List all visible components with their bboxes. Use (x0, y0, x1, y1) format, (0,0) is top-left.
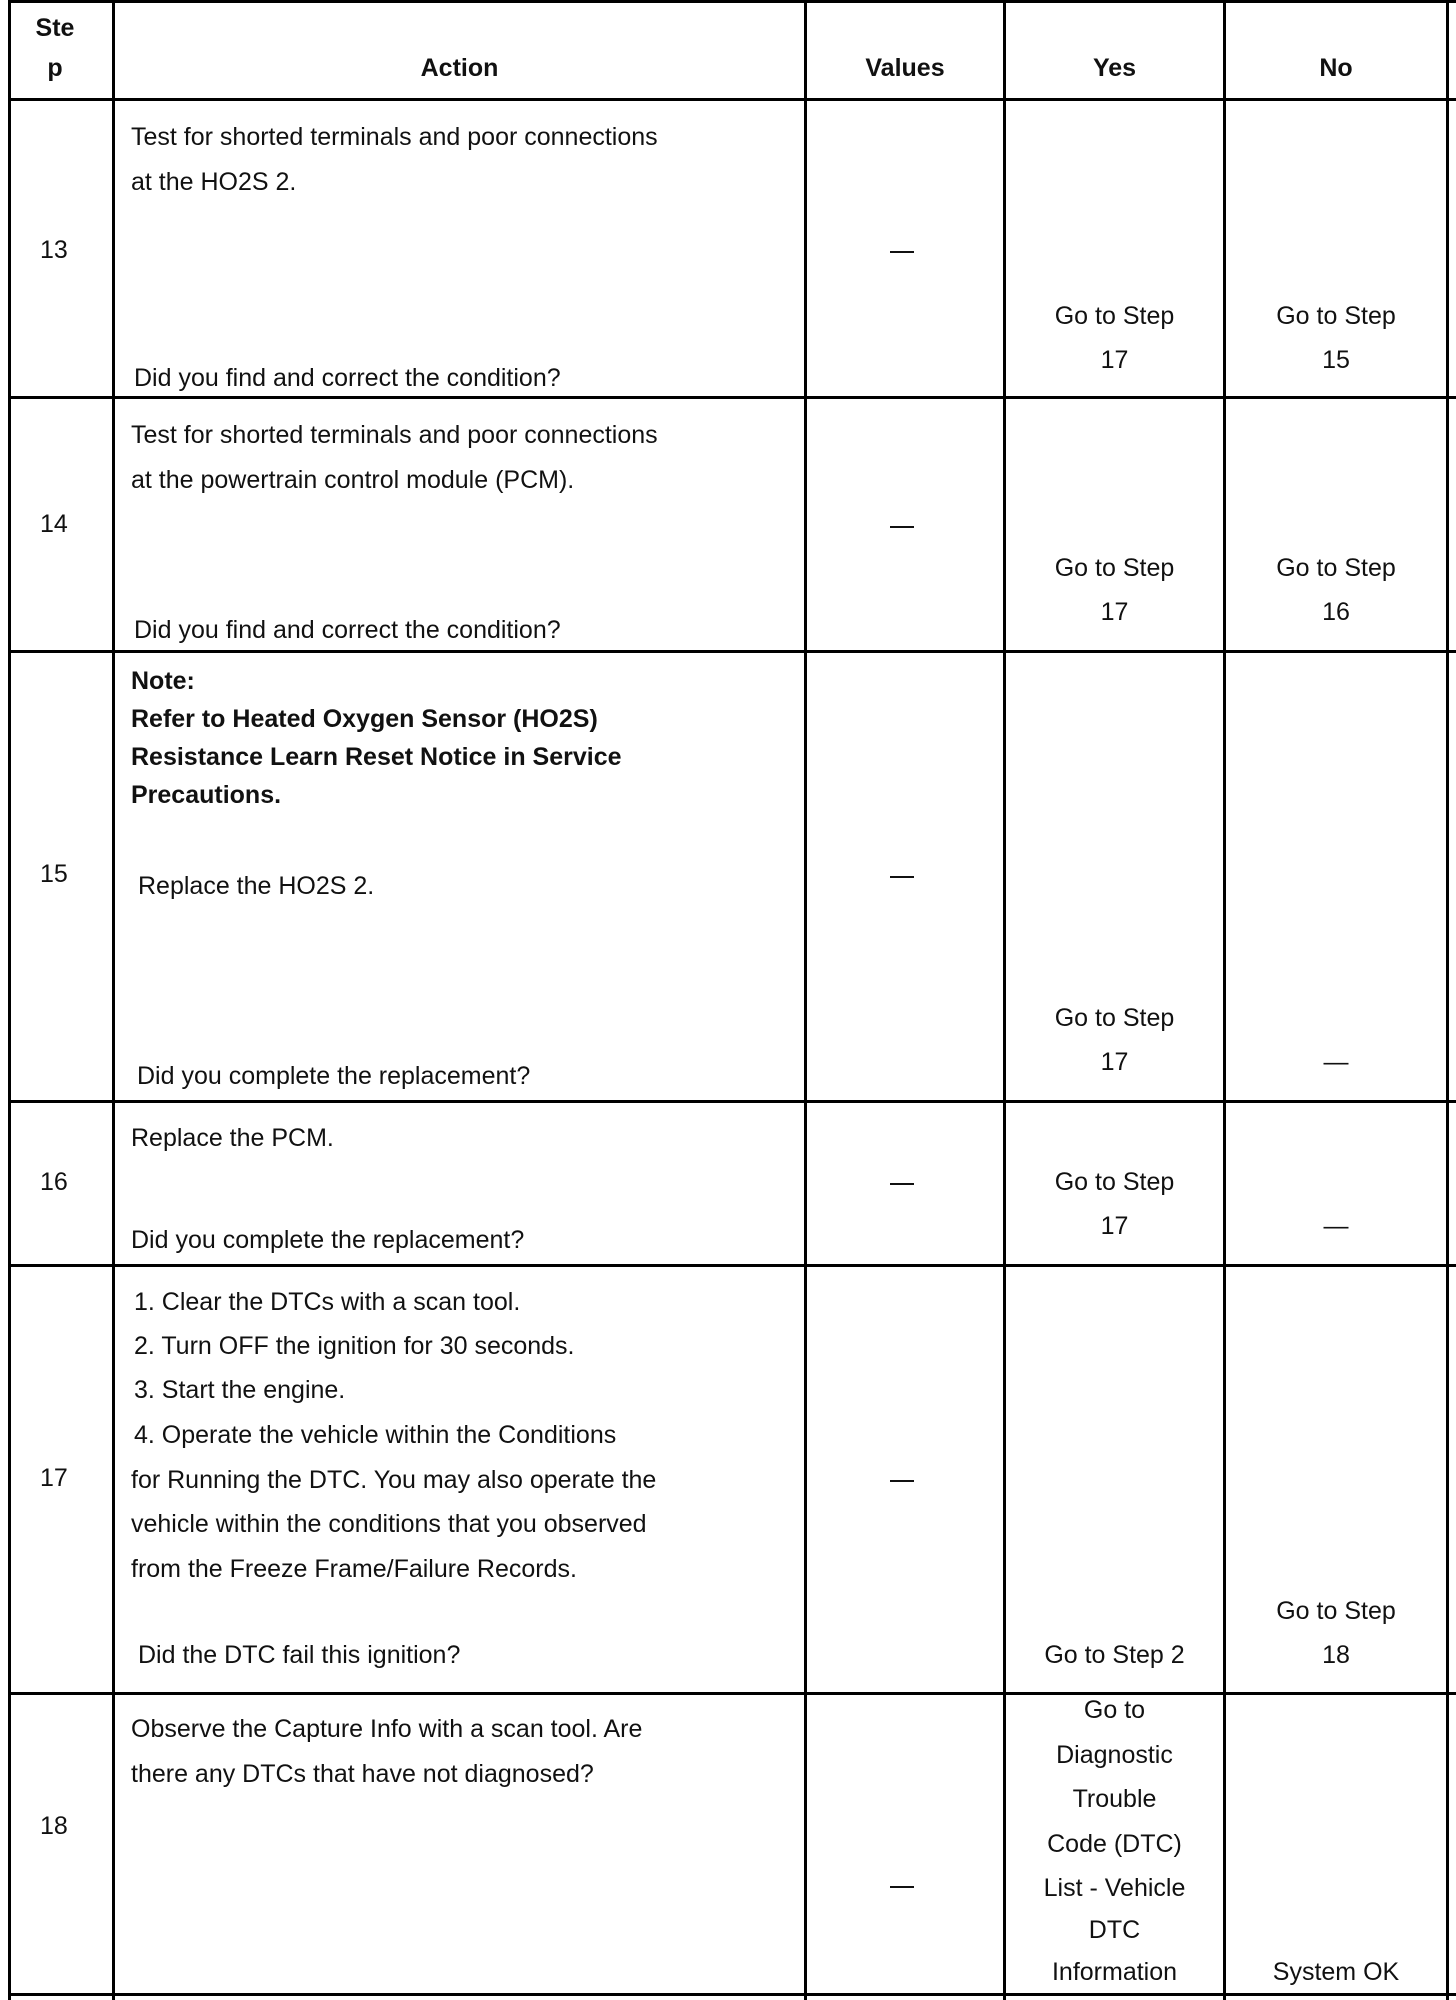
action-question: Did you complete the replacement? (137, 1062, 531, 1090)
note-text-line: Precautions. (131, 781, 282, 809)
action-text-line: Test for shorted terminals and poor connections (131, 123, 658, 151)
column-divider (112, 0, 115, 2000)
values-dash (890, 1886, 914, 1888)
action-list-item: 2. Turn OFF the ignition for 30 seconds. (134, 1332, 575, 1360)
yes-outcome-line: Trouble (1072, 1785, 1157, 1813)
no-outcome-line: 18 (1322, 1641, 1350, 1669)
action-text-line: Replace the PCM. (131, 1124, 334, 1152)
table-border-top (8, 0, 1456, 3)
action-text-line: Observe the Capture Info with a scan tool. Are (131, 1715, 643, 1743)
no-outcome: — (1323, 1212, 1349, 1240)
step-number: 17 (40, 1464, 68, 1492)
values-dash (890, 251, 914, 253)
header-no: No (1319, 54, 1353, 82)
values-dash (890, 876, 914, 878)
no-outcome-line: 15 (1322, 346, 1350, 374)
note-text-line: Resistance Learn Reset Notice in Service (131, 743, 622, 771)
header-divider (8, 98, 1456, 101)
yes-outcome-line: List - Vehicle (1043, 1874, 1186, 1902)
values-dash (890, 526, 914, 528)
yes-outcome-line: Go to Step (1054, 302, 1175, 330)
step-number: 18 (40, 1812, 68, 1840)
action-text-line: at the powertrain control module (PCM). (131, 466, 575, 494)
yes-outcome-line: Go to Step (1054, 1004, 1175, 1032)
header-action: Action (420, 54, 499, 82)
table-border-left (8, 0, 11, 2000)
action-text-line: from the Freeze Frame/Failure Records. (131, 1555, 577, 1583)
header-values: Values (865, 54, 945, 82)
no-outcome: System OK (1272, 1958, 1400, 1986)
action-list-item: 4. Operate the vehicle within the Conditions (134, 1421, 617, 1449)
note-heading: Note: (131, 667, 195, 695)
action-question: Did you complete the replacement? (131, 1226, 525, 1254)
action-text-line: there any DTCs that have not diagnosed? (131, 1760, 594, 1788)
yes-outcome-line: Go to Step (1054, 1168, 1175, 1196)
no-outcome-line: 16 (1322, 598, 1350, 626)
action-question: Did you find and correct the condition? (134, 364, 561, 392)
action-text-line: at the HO2S 2. (131, 168, 297, 196)
yes-outcome-line: 17 (1100, 346, 1129, 374)
column-divider (804, 0, 807, 2000)
yes-outcome-line: Go to Step (1054, 554, 1175, 582)
yes-outcome-line: DTC (1088, 1916, 1141, 1944)
action-text-line: Test for shorted terminals and poor connections (131, 421, 658, 449)
yes-outcome-line: 17 (1100, 1212, 1129, 1240)
values-dash (890, 1183, 914, 1185)
header-step: Step (35, 14, 75, 82)
yes-outcome-line: Go to (1083, 1696, 1146, 1724)
header-yes: Yes (1092, 54, 1137, 82)
step-number: 16 (40, 1168, 68, 1196)
yes-outcome-line: Diagnostic (1056, 1741, 1173, 1769)
yes-outcome-line: Information (1051, 1958, 1178, 1986)
yes-outcome-line: Code (DTC) (1047, 1830, 1182, 1858)
action-text-line: vehicle within the conditions that you observed (131, 1510, 647, 1538)
action-text-line: Replace the HO2S 2. (138, 872, 375, 900)
step-number: 13 (40, 236, 68, 264)
row-divider (8, 1692, 1456, 1695)
action-list-item: 3. Start the engine. (134, 1376, 346, 1404)
step-number: 14 (40, 510, 68, 538)
no-outcome-line: Go to Step (1276, 302, 1396, 330)
values-dash (890, 1480, 914, 1482)
action-question: Did the DTC fail this ignition? (138, 1641, 461, 1669)
yes-outcome-line: 17 (1100, 1048, 1129, 1076)
no-outcome-line: Go to Step (1276, 1597, 1396, 1625)
table-border-right (1446, 0, 1449, 2000)
note-text-line: Refer to Heated Oxygen Sensor (HO2S) (131, 705, 598, 733)
yes-outcome: Go to Step 2 (1044, 1641, 1185, 1669)
step-number: 15 (40, 860, 68, 888)
no-outcome: — (1323, 1048, 1349, 1076)
row-divider (8, 1264, 1456, 1267)
action-list-item: 1. Clear the DTCs with a scan tool. (134, 1288, 521, 1316)
action-question: Did you find and correct the condition? (134, 616, 561, 644)
no-outcome-line: Go to Step (1276, 554, 1396, 582)
action-text-line: for Running the DTC. You may also operate the (131, 1466, 657, 1494)
yes-outcome-line: 17 (1100, 598, 1129, 626)
row-divider (8, 1100, 1456, 1103)
